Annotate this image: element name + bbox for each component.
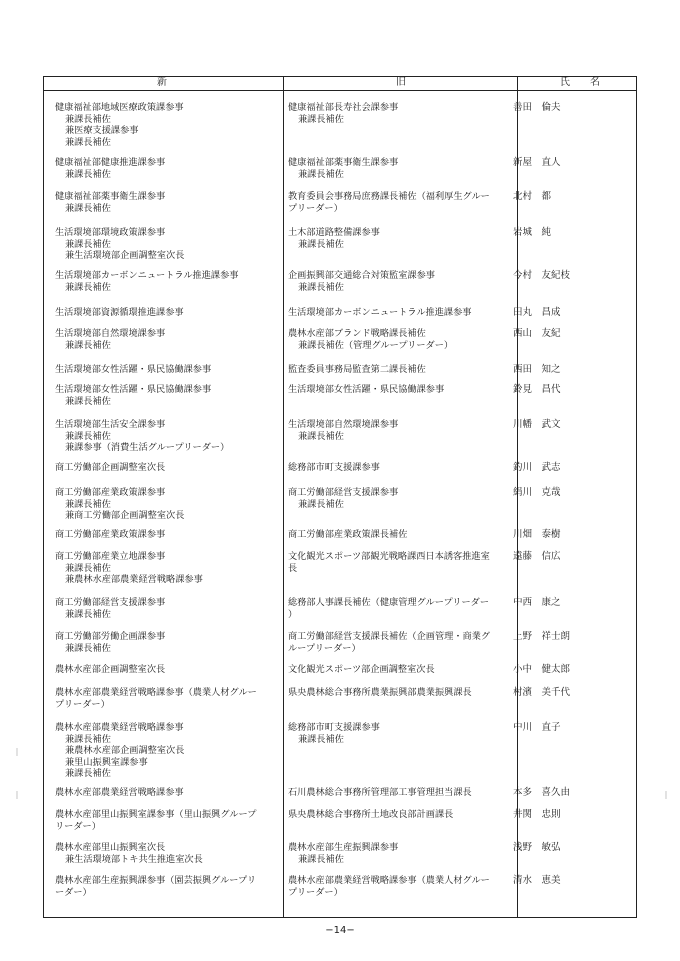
cell-new-position [55, 270, 238, 293]
cell-person-name: 小中 健太郎 [513, 664, 571, 675]
cell-new-position [55, 631, 165, 654]
cell-new-position [55, 462, 165, 474]
text-line: 県央農林総合事務所土地改良部計画課長 [288, 809, 454, 820]
text-line: 兼課長補佐 [65, 281, 111, 293]
text-line: 石川農林総合事務所管理部工事管理担当課長 [288, 787, 472, 798]
text-line: 兼生活環境部企画調整室次長 [65, 250, 185, 261]
text-line: 総務部市町支援課参事 [288, 462, 380, 473]
cell-person-name: 清水 恵美 [513, 875, 561, 886]
text-line: 兼農林水産部農業経営戦略課参事 [65, 574, 203, 585]
cell-person-name: 西田 知之 [513, 364, 561, 375]
text-line: 商工労働部産業政策課参事 [55, 487, 166, 498]
text-line: 生活環境部自然環境課参事 [288, 419, 399, 430]
text-line: 兼課長補佐 [298, 238, 344, 250]
text-line: 健康福祉部薬事衛生課参事 [288, 157, 399, 168]
cell-person-name: 中西 康之 [513, 597, 561, 608]
cell-old-position [288, 631, 490, 654]
text-line: 農林水産部里山振興室課参事（里山振興グループ [55, 809, 257, 820]
cell-person-name: 釣川 武志 [513, 462, 561, 473]
cell-old-position [288, 875, 490, 898]
text-line: 商工労働部労働企画課参事 [55, 631, 166, 642]
text-line: プリーダー） [288, 886, 343, 898]
text-line: 兼課長補佐 [298, 853, 344, 865]
cell-old-position [288, 487, 398, 510]
text-line: 生活環境部女性活躍・県民協働課参事 [55, 384, 212, 395]
table-header [44, 77, 636, 91]
cell-person-name: 上野 祥士朗 [513, 631, 571, 642]
cell-new-position [55, 687, 257, 710]
text-line: 農林水産部里山振興室次長 [55, 842, 166, 853]
text-line: 農林水産部生産振興課参事 [288, 842, 399, 853]
text-line: 兼課長補佐 [65, 608, 111, 620]
text-line: 生活環境部自然環境課参事 [55, 328, 166, 339]
cell-new-position [55, 384, 211, 407]
header-name: 氏 名 [560, 77, 600, 88]
text-line: 兼課長補佐 [298, 430, 344, 442]
cell-old-position [288, 384, 444, 396]
text-line: 兼農林水産部企画調整室次長 [65, 745, 185, 756]
text-line: 商工労働部経営支援課長補佐（企画管理・商業グ [288, 631, 491, 642]
text-line: 土木部道路整備課参事 [288, 227, 380, 238]
cell-person-name: 本多 喜久由 [513, 787, 571, 798]
text-line: 兼里山振興室課参事 [65, 756, 148, 768]
cell-person-name: 岩城 純 [513, 227, 552, 238]
text-line: 商工労働部産業政策課参事 [55, 529, 166, 540]
cell-old-position [288, 597, 489, 620]
cell-new-position [55, 551, 203, 586]
text-line: ーダー） [55, 886, 92, 898]
text-line: ループリーダー） [288, 642, 361, 654]
page-number: −14− [325, 925, 355, 936]
cell-new-position [55, 597, 165, 620]
text-line: 総務部市町支援課参事 [288, 722, 380, 733]
cell-person-name: 鈴見 昌代 [513, 384, 561, 395]
text-line: 兼課長補佐 [65, 768, 111, 779]
cell-old-position [288, 270, 435, 293]
cell-old-position [288, 687, 472, 699]
cell-person-name: 絹川 克哉 [513, 487, 561, 498]
text-line: 総務部人事課長補佐（健康管理グループリーダー [288, 597, 490, 608]
cell-old-position [288, 722, 380, 745]
text-line: 農林水産部農業経営戦略課参事 [55, 722, 184, 733]
text-line: 農林水産部農業経営戦略課参事 [55, 787, 184, 798]
cell-new-position [55, 191, 165, 214]
text-line: 企画振興部交通総合対策監室課参事 [288, 270, 435, 281]
text-line: 兼課長補佐 [298, 281, 344, 293]
cell-new-position [55, 809, 256, 832]
cell-new-position [55, 487, 184, 522]
text-line: 農林水産部生産振興課参事（園芸振興グループリ [55, 875, 257, 886]
text-line: 兼商工労働部企画調整室次長 [65, 510, 185, 521]
text-line: 兼課長補佐 [65, 395, 111, 407]
text-line: 農林水産部企画調整室次長 [55, 664, 166, 675]
cell-old-position [288, 664, 435, 676]
cell-old-position [288, 809, 453, 821]
cell-person-name: 善田 倫夫 [513, 102, 561, 113]
text-line: 教育委員会事務局庶務課長補佐（福利厚生グルー [288, 191, 490, 202]
text-line: 生活環境部カーボンニュートラル推進課参事 [288, 307, 472, 318]
cell-person-name: 西山 友紀 [513, 328, 561, 339]
text-line: 農林水産部農業経営戦略課参事（農業人材グルー [55, 687, 257, 698]
cell-person-name: 井関 忠則 [513, 809, 561, 820]
cell-person-name: 浅野 敏弘 [513, 842, 561, 853]
text-line: 長 [288, 562, 298, 574]
cell-new-position [55, 102, 184, 148]
text-line: 兼課長補佐 [298, 498, 344, 510]
text-line: 監査委員事務局監査第二課長補佐 [288, 364, 426, 375]
cell-new-position [55, 419, 229, 454]
cell-old-position [288, 227, 380, 250]
margin-mark: ｜ [662, 791, 670, 800]
cell-person-name: 北村 都 [513, 191, 552, 202]
text-line: 商工労働部経営支援課参事 [55, 597, 166, 608]
text-line: 兼課長補佐 [65, 498, 111, 510]
text-line: 兼課長補佐 [298, 113, 344, 125]
margin-mark: ｜ [13, 748, 21, 757]
cell-new-position [55, 328, 165, 351]
text-line: 兼課長補佐 [65, 136, 111, 148]
cell-old-position [288, 462, 380, 474]
cell-old-position [288, 842, 398, 865]
text-line: 兼課長補佐 [65, 168, 111, 180]
cell-new-position [55, 307, 184, 319]
cell-new-position [55, 722, 184, 780]
text-line: プリーダー） [288, 202, 343, 214]
cell-old-position [288, 157, 398, 180]
cell-person-name: 新屋 直人 [513, 157, 561, 168]
cell-new-position [55, 157, 165, 180]
text-line: 兼課長補佐 [65, 642, 111, 654]
text-line: 生活環境部資源循環推進課参事 [55, 307, 184, 318]
cell-old-position [288, 787, 472, 799]
text-line: 兼課長補佐 [298, 733, 344, 745]
cell-old-position [288, 102, 398, 125]
header-new: 新 [157, 77, 167, 88]
header-old: 旧 [396, 77, 406, 88]
text-line: ） [288, 608, 298, 620]
text-line: 兼課長補佐 [65, 733, 111, 745]
cell-new-position [55, 875, 256, 898]
text-line: 兼課長補佐（管理グループリーダー） [298, 339, 454, 351]
text-line: リーダー） [55, 820, 101, 832]
text-line: 農林水産部ブランド戦略課長補佐 [288, 328, 426, 339]
text-line: 健康福祉部地域医療政策課参事 [55, 102, 184, 113]
text-line: 生活環境部カーボンニュートラル推進課参事 [55, 270, 239, 281]
margin-mark: ｜ [13, 791, 21, 800]
text-line: 商工労働部経営支援課参事 [288, 487, 399, 498]
text-line: 健康福祉部薬事衛生課参事 [55, 191, 166, 202]
cell-person-name: 田丸 昌成 [513, 307, 561, 318]
cell-person-name: 川幡 武文 [513, 419, 561, 430]
text-line: 商工労働部産業立地課参事 [55, 551, 166, 562]
cell-person-name: 村濱 美千代 [513, 687, 571, 698]
text-line: 健康福祉部長寿社会課参事 [288, 102, 399, 113]
text-line: 兼課長補佐 [65, 238, 111, 250]
text-line: 兼課長補佐 [65, 113, 111, 125]
cell-person-name: 川畑 泰樹 [513, 529, 561, 540]
cell-old-position [288, 529, 407, 541]
cell-old-position [288, 551, 490, 574]
cell-new-position [55, 787, 184, 799]
text-line: 生活環境部生活安全課参事 [55, 419, 166, 430]
cell-old-position [288, 328, 453, 351]
text-line: 兼課長補佐 [65, 562, 111, 574]
column-divider-1 [283, 77, 284, 917]
text-line: 農林水産部農業経営戦略課参事（農業人材グルー [288, 875, 490, 886]
cell-person-name: 今村 友紀枝 [513, 270, 571, 281]
personnel-table [43, 76, 637, 918]
text-line: 兼課長補佐 [65, 202, 111, 214]
text-line: 兼生活環境部トキ共生推進室次長 [65, 853, 203, 865]
cell-person-name: 中川 直子 [513, 722, 561, 733]
cell-old-position [288, 307, 471, 319]
cell-person-name: 遠藤 信広 [513, 551, 561, 562]
text-line: 文化観光スポーツ部観光戦略課西日本誘客推進室 [288, 551, 490, 562]
cell-new-position [55, 364, 211, 376]
text-line: 文化観光スポーツ部企画調整室次長 [288, 664, 435, 675]
text-line: 商工労働部企画調整室次長 [55, 462, 166, 473]
cell-new-position [55, 227, 184, 262]
text-line: 生活環境部女性活躍・県民協働課参事 [55, 364, 212, 375]
text-line: 兼課長補佐 [298, 168, 344, 180]
text-line: 商工労働部産業政策課長補佐 [288, 529, 408, 540]
text-line: 生活環境部環境政策課参事 [55, 227, 166, 238]
text-line: 生活環境部女性活躍・県民協働課参事 [288, 384, 445, 395]
cell-new-position [55, 664, 165, 676]
text-line: 健康福祉部健康推進課参事 [55, 157, 166, 168]
cell-old-position [288, 419, 398, 442]
cell-old-position [288, 364, 426, 376]
text-line: 兼課長補佐 [65, 430, 111, 442]
cell-new-position [55, 842, 203, 865]
text-line: 兼課参事（消費生活グループリーダー） [65, 442, 230, 453]
text-line: 兼課長補佐 [65, 339, 111, 351]
text-line: プリーダー） [55, 698, 110, 710]
cell-old-position [288, 191, 490, 214]
cell-new-position [55, 529, 165, 541]
text-line: 兼医療支援課参事 [65, 125, 139, 136]
text-line: 県央農林総合事務所農業振興部農業振興課長 [288, 687, 472, 698]
